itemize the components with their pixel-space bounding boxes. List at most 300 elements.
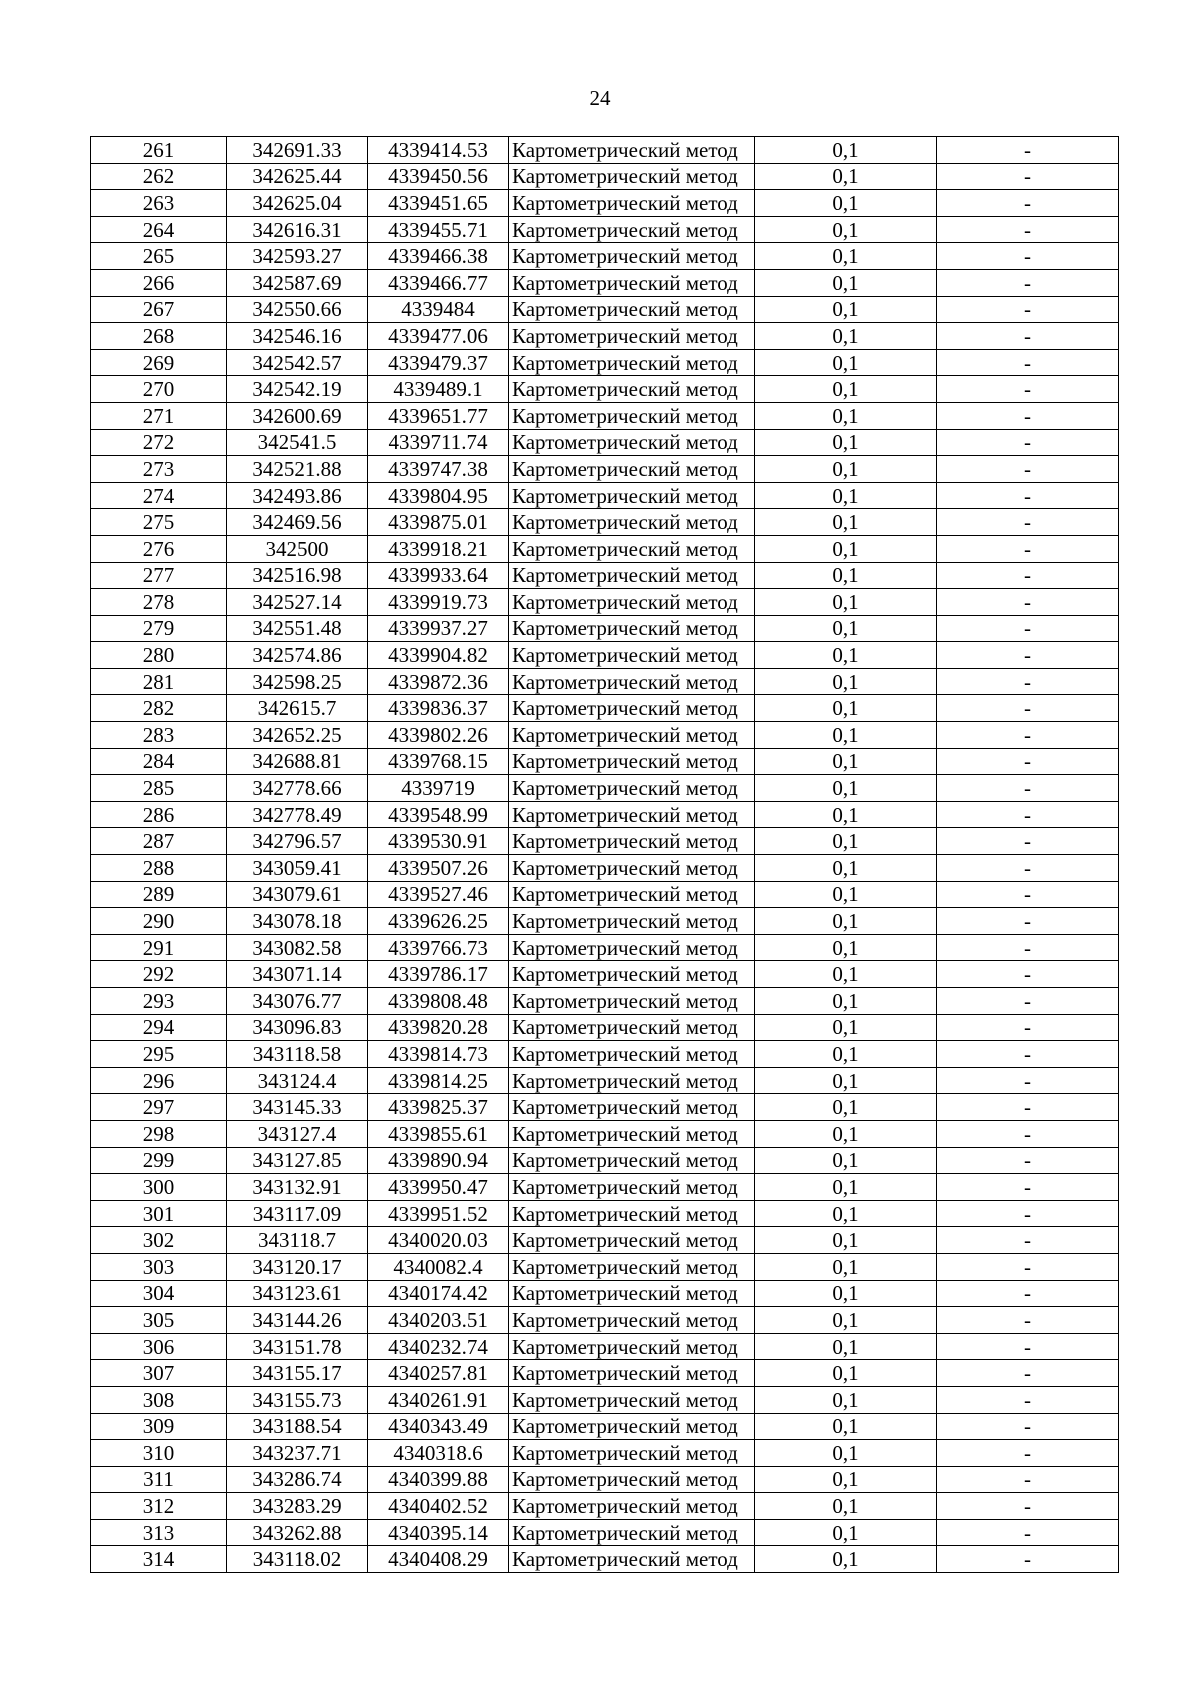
description-cell: - bbox=[937, 1413, 1119, 1440]
y-coordinate-cell: 4339507.26 bbox=[368, 855, 509, 882]
table-row bbox=[91, 323, 1119, 350]
description-cell: - bbox=[937, 1466, 1119, 1493]
method-cell: Картометрический метод bbox=[509, 722, 755, 749]
point-number-cell: 280 bbox=[91, 642, 227, 669]
accuracy-cell: 0,1 bbox=[755, 1440, 937, 1467]
table-row bbox=[91, 1120, 1119, 1147]
accuracy-cell: 0,1 bbox=[755, 1466, 937, 1493]
accuracy-cell: 0,1 bbox=[755, 1120, 937, 1147]
method-cell: Картометрический метод bbox=[509, 1386, 755, 1413]
description-cell: - bbox=[937, 1174, 1119, 1201]
accuracy-cell: 0,1 bbox=[755, 801, 937, 828]
table-row bbox=[91, 1307, 1119, 1334]
method-cell: Картометрический метод bbox=[509, 828, 755, 855]
table-row bbox=[91, 1094, 1119, 1121]
point-number-cell: 274 bbox=[91, 482, 227, 509]
y-coordinate-cell: 4339820.28 bbox=[368, 1014, 509, 1041]
point-number-cell: 300 bbox=[91, 1174, 227, 1201]
x-coordinate-cell: 342469.56 bbox=[227, 509, 368, 536]
description-cell: - bbox=[937, 216, 1119, 243]
description-cell: - bbox=[937, 163, 1119, 190]
y-coordinate-cell: 4339890.94 bbox=[368, 1147, 509, 1174]
point-number-cell: 295 bbox=[91, 1041, 227, 1068]
description-cell: - bbox=[937, 1253, 1119, 1280]
x-coordinate-cell: 342546.16 bbox=[227, 323, 368, 350]
description-cell: - bbox=[937, 137, 1119, 164]
accuracy-cell: 0,1 bbox=[755, 376, 937, 403]
x-coordinate-cell: 342600.69 bbox=[227, 402, 368, 429]
method-cell: Картометрический метод bbox=[509, 642, 755, 669]
method-cell: Картометрический метод bbox=[509, 881, 755, 908]
method-cell: Картометрический метод bbox=[509, 243, 755, 270]
accuracy-cell: 0,1 bbox=[755, 615, 937, 642]
point-number-cell: 292 bbox=[91, 961, 227, 988]
y-coordinate-cell: 4339766.73 bbox=[368, 934, 509, 961]
method-cell: Картометрический метод bbox=[509, 1440, 755, 1467]
method-cell: Картометрический метод bbox=[509, 589, 755, 616]
y-coordinate-cell: 4340318.6 bbox=[368, 1440, 509, 1467]
x-coordinate-cell: 343120.17 bbox=[227, 1253, 368, 1280]
point-number-cell: 306 bbox=[91, 1333, 227, 1360]
y-coordinate-cell: 4339527.46 bbox=[368, 881, 509, 908]
x-coordinate-cell: 343127.85 bbox=[227, 1147, 368, 1174]
accuracy-cell: 0,1 bbox=[755, 1386, 937, 1413]
table-row bbox=[91, 775, 1119, 802]
description-cell: - bbox=[937, 296, 1119, 323]
table-row bbox=[91, 1174, 1119, 1201]
y-coordinate-cell: 4339933.64 bbox=[368, 562, 509, 589]
table-row bbox=[91, 137, 1119, 164]
table-row bbox=[91, 429, 1119, 456]
method-cell: Картометрический метод bbox=[509, 376, 755, 403]
method-cell: Картометрический метод bbox=[509, 1333, 755, 1360]
table-row bbox=[91, 1413, 1119, 1440]
x-coordinate-cell: 343123.61 bbox=[227, 1280, 368, 1307]
method-cell: Картометрический метод bbox=[509, 1519, 755, 1546]
accuracy-cell: 0,1 bbox=[755, 642, 937, 669]
table-row bbox=[91, 855, 1119, 882]
description-cell: - bbox=[937, 1333, 1119, 1360]
x-coordinate-cell: 343237.71 bbox=[227, 1440, 368, 1467]
point-number-cell: 281 bbox=[91, 668, 227, 695]
table-row bbox=[91, 1360, 1119, 1387]
y-coordinate-cell: 4339836.37 bbox=[368, 695, 509, 722]
method-cell: Картометрический метод bbox=[509, 456, 755, 483]
table-row bbox=[91, 961, 1119, 988]
y-coordinate-cell: 4339451.65 bbox=[368, 190, 509, 217]
method-cell: Картометрический метод bbox=[509, 695, 755, 722]
point-number-cell: 305 bbox=[91, 1307, 227, 1334]
table-row bbox=[91, 908, 1119, 935]
point-number-cell: 271 bbox=[91, 402, 227, 429]
accuracy-cell: 0,1 bbox=[755, 296, 937, 323]
accuracy-cell: 0,1 bbox=[755, 562, 937, 589]
x-coordinate-cell: 343132.91 bbox=[227, 1174, 368, 1201]
accuracy-cell: 0,1 bbox=[755, 482, 937, 509]
description-cell: - bbox=[937, 429, 1119, 456]
accuracy-cell: 0,1 bbox=[755, 1360, 937, 1387]
x-coordinate-cell: 342615.7 bbox=[227, 695, 368, 722]
table-row bbox=[91, 1440, 1119, 1467]
x-coordinate-cell: 342550.66 bbox=[227, 296, 368, 323]
table-row bbox=[91, 1200, 1119, 1227]
accuracy-cell: 0,1 bbox=[755, 961, 937, 988]
point-number-cell: 307 bbox=[91, 1360, 227, 1387]
accuracy-cell: 0,1 bbox=[755, 1493, 937, 1520]
point-number-cell: 264 bbox=[91, 216, 227, 243]
description-cell: - bbox=[937, 642, 1119, 669]
point-number-cell: 308 bbox=[91, 1386, 227, 1413]
point-number-cell: 309 bbox=[91, 1413, 227, 1440]
x-coordinate-cell: 342541.5 bbox=[227, 429, 368, 456]
y-coordinate-cell: 4340174.42 bbox=[368, 1280, 509, 1307]
description-cell: - bbox=[937, 1014, 1119, 1041]
point-number-cell: 278 bbox=[91, 589, 227, 616]
x-coordinate-cell: 343127.4 bbox=[227, 1120, 368, 1147]
method-cell: Картометрический метод bbox=[509, 296, 755, 323]
table-row bbox=[91, 748, 1119, 775]
method-cell: Картометрический метод bbox=[509, 801, 755, 828]
table-row bbox=[91, 1014, 1119, 1041]
description-cell: - bbox=[937, 615, 1119, 642]
point-number-cell: 289 bbox=[91, 881, 227, 908]
y-coordinate-cell: 4339904.82 bbox=[368, 642, 509, 669]
accuracy-cell: 0,1 bbox=[755, 1067, 937, 1094]
accuracy-cell: 0,1 bbox=[755, 1227, 937, 1254]
accuracy-cell: 0,1 bbox=[755, 216, 937, 243]
method-cell: Картометрический метод bbox=[509, 509, 755, 536]
method-cell: Картометрический метод bbox=[509, 1360, 755, 1387]
method-cell: Картометрический метод bbox=[509, 1493, 755, 1520]
x-coordinate-cell: 342500 bbox=[227, 535, 368, 562]
method-cell: Картометрический метод bbox=[509, 1147, 755, 1174]
accuracy-cell: 0,1 bbox=[755, 1307, 937, 1334]
table-row bbox=[91, 535, 1119, 562]
x-coordinate-cell: 343262.88 bbox=[227, 1519, 368, 1546]
accuracy-cell: 0,1 bbox=[755, 855, 937, 882]
description-cell: - bbox=[937, 1041, 1119, 1068]
point-number-cell: 270 bbox=[91, 376, 227, 403]
method-cell: Картометрический метод bbox=[509, 775, 755, 802]
method-cell: Картометрический метод bbox=[509, 190, 755, 217]
accuracy-cell: 0,1 bbox=[755, 163, 937, 190]
method-cell: Картометрический метод bbox=[509, 934, 755, 961]
accuracy-cell: 0,1 bbox=[755, 695, 937, 722]
accuracy-cell: 0,1 bbox=[755, 535, 937, 562]
x-coordinate-cell: 343118.7 bbox=[227, 1227, 368, 1254]
y-coordinate-cell: 4340399.88 bbox=[368, 1466, 509, 1493]
x-coordinate-cell: 342521.88 bbox=[227, 456, 368, 483]
y-coordinate-cell: 4340395.14 bbox=[368, 1519, 509, 1546]
point-number-cell: 296 bbox=[91, 1067, 227, 1094]
x-coordinate-cell: 342778.49 bbox=[227, 801, 368, 828]
point-number-cell: 291 bbox=[91, 934, 227, 961]
y-coordinate-cell: 4339768.15 bbox=[368, 748, 509, 775]
x-coordinate-cell: 342778.66 bbox=[227, 775, 368, 802]
point-number-cell: 277 bbox=[91, 562, 227, 589]
y-coordinate-cell: 4340232.74 bbox=[368, 1333, 509, 1360]
y-coordinate-cell: 4339484 bbox=[368, 296, 509, 323]
accuracy-cell: 0,1 bbox=[755, 934, 937, 961]
description-cell: - bbox=[937, 589, 1119, 616]
accuracy-cell: 0,1 bbox=[755, 881, 937, 908]
table-row bbox=[91, 1253, 1119, 1280]
method-cell: Картометрический метод bbox=[509, 1067, 755, 1094]
table-row bbox=[91, 1333, 1119, 1360]
accuracy-cell: 0,1 bbox=[755, 1174, 937, 1201]
table-row bbox=[91, 934, 1119, 961]
accuracy-cell: 0,1 bbox=[755, 402, 937, 429]
accuracy-cell: 0,1 bbox=[755, 1333, 937, 1360]
method-cell: Картометрический метод bbox=[509, 855, 755, 882]
method-cell: Картометрический метод bbox=[509, 349, 755, 376]
point-number-cell: 268 bbox=[91, 323, 227, 350]
table-row bbox=[91, 1227, 1119, 1254]
x-coordinate-cell: 343188.54 bbox=[227, 1413, 368, 1440]
point-number-cell: 302 bbox=[91, 1227, 227, 1254]
method-cell: Картометрический метод bbox=[509, 615, 755, 642]
point-number-cell: 263 bbox=[91, 190, 227, 217]
method-cell: Картометрический метод bbox=[509, 961, 755, 988]
point-number-cell: 286 bbox=[91, 801, 227, 828]
table-row bbox=[91, 163, 1119, 190]
table-row bbox=[91, 1386, 1119, 1413]
point-number-cell: 311 bbox=[91, 1466, 227, 1493]
accuracy-cell: 0,1 bbox=[755, 988, 937, 1015]
accuracy-cell: 0,1 bbox=[755, 323, 937, 350]
table-row bbox=[91, 482, 1119, 509]
x-coordinate-cell: 343155.73 bbox=[227, 1386, 368, 1413]
y-coordinate-cell: 4339802.26 bbox=[368, 722, 509, 749]
point-number-cell: 284 bbox=[91, 748, 227, 775]
accuracy-cell: 0,1 bbox=[755, 828, 937, 855]
y-coordinate-cell: 4339804.95 bbox=[368, 482, 509, 509]
point-number-cell: 301 bbox=[91, 1200, 227, 1227]
x-coordinate-cell: 343286.74 bbox=[227, 1466, 368, 1493]
table-row bbox=[91, 589, 1119, 616]
table-row bbox=[91, 1147, 1119, 1174]
method-cell: Картометрический метод bbox=[509, 323, 755, 350]
x-coordinate-cell: 342527.14 bbox=[227, 589, 368, 616]
y-coordinate-cell: 4339548.99 bbox=[368, 801, 509, 828]
table-row bbox=[91, 243, 1119, 270]
method-cell: Картометрический метод bbox=[509, 1546, 755, 1573]
y-coordinate-cell: 4340261.91 bbox=[368, 1386, 509, 1413]
method-cell: Картометрический метод bbox=[509, 1041, 755, 1068]
description-cell: - bbox=[937, 695, 1119, 722]
accuracy-cell: 0,1 bbox=[755, 429, 937, 456]
description-cell: - bbox=[937, 722, 1119, 749]
description-cell: - bbox=[937, 961, 1119, 988]
y-coordinate-cell: 4339711.74 bbox=[368, 429, 509, 456]
y-coordinate-cell: 4339477.06 bbox=[368, 323, 509, 350]
description-cell: - bbox=[937, 828, 1119, 855]
point-number-cell: 304 bbox=[91, 1280, 227, 1307]
x-coordinate-cell: 343151.78 bbox=[227, 1333, 368, 1360]
description-cell: - bbox=[937, 1147, 1119, 1174]
x-coordinate-cell: 343059.41 bbox=[227, 855, 368, 882]
y-coordinate-cell: 4340408.29 bbox=[368, 1546, 509, 1573]
accuracy-cell: 0,1 bbox=[755, 722, 937, 749]
method-cell: Картометрический метод bbox=[509, 1227, 755, 1254]
table-row bbox=[91, 376, 1119, 403]
method-cell: Картометрический метод bbox=[509, 216, 755, 243]
description-cell: - bbox=[937, 349, 1119, 376]
table-row bbox=[91, 828, 1119, 855]
point-number-cell: 294 bbox=[91, 1014, 227, 1041]
y-coordinate-cell: 4339489.1 bbox=[368, 376, 509, 403]
point-number-cell: 283 bbox=[91, 722, 227, 749]
point-number-cell: 276 bbox=[91, 535, 227, 562]
x-coordinate-cell: 342551.48 bbox=[227, 615, 368, 642]
accuracy-cell: 0,1 bbox=[755, 1200, 937, 1227]
table-row bbox=[91, 509, 1119, 536]
description-cell: - bbox=[937, 1200, 1119, 1227]
table-row bbox=[91, 988, 1119, 1015]
x-coordinate-cell: 343079.61 bbox=[227, 881, 368, 908]
description-cell: - bbox=[937, 1386, 1119, 1413]
description-cell: - bbox=[937, 855, 1119, 882]
method-cell: Картометрический метод bbox=[509, 1200, 755, 1227]
accuracy-cell: 0,1 bbox=[755, 509, 937, 536]
y-coordinate-cell: 4339872.36 bbox=[368, 668, 509, 695]
table-row bbox=[91, 695, 1119, 722]
y-coordinate-cell: 4339918.21 bbox=[368, 535, 509, 562]
x-coordinate-cell: 342688.81 bbox=[227, 748, 368, 775]
table-row bbox=[91, 216, 1119, 243]
y-coordinate-cell: 4339530.91 bbox=[368, 828, 509, 855]
coordinates-table bbox=[90, 136, 1119, 1573]
accuracy-cell: 0,1 bbox=[755, 1546, 937, 1573]
x-coordinate-cell: 342516.98 bbox=[227, 562, 368, 589]
y-coordinate-cell: 4339651.77 bbox=[368, 402, 509, 429]
description-cell: - bbox=[937, 1280, 1119, 1307]
point-number-cell: 290 bbox=[91, 908, 227, 935]
table-row bbox=[91, 722, 1119, 749]
description-cell: - bbox=[937, 1094, 1119, 1121]
x-coordinate-cell: 343118.58 bbox=[227, 1041, 368, 1068]
y-coordinate-cell: 4339919.73 bbox=[368, 589, 509, 616]
y-coordinate-cell: 4339825.37 bbox=[368, 1094, 509, 1121]
x-coordinate-cell: 342691.33 bbox=[227, 137, 368, 164]
y-coordinate-cell: 4339937.27 bbox=[368, 615, 509, 642]
method-cell: Картометрический метод bbox=[509, 1253, 755, 1280]
point-number-cell: 282 bbox=[91, 695, 227, 722]
accuracy-cell: 0,1 bbox=[755, 589, 937, 616]
table-row bbox=[91, 1067, 1119, 1094]
description-cell: - bbox=[937, 190, 1119, 217]
table-row bbox=[91, 562, 1119, 589]
method-cell: Картометрический метод bbox=[509, 668, 755, 695]
description-cell: - bbox=[937, 509, 1119, 536]
table-row bbox=[91, 456, 1119, 483]
x-coordinate-cell: 342593.27 bbox=[227, 243, 368, 270]
accuracy-cell: 0,1 bbox=[755, 190, 937, 217]
description-cell: - bbox=[937, 1493, 1119, 1520]
description-cell: - bbox=[937, 775, 1119, 802]
x-coordinate-cell: 343283.29 bbox=[227, 1493, 368, 1520]
accuracy-cell: 0,1 bbox=[755, 269, 937, 296]
accuracy-cell: 0,1 bbox=[755, 243, 937, 270]
point-number-cell: 285 bbox=[91, 775, 227, 802]
table-row bbox=[91, 190, 1119, 217]
table-row bbox=[91, 801, 1119, 828]
x-coordinate-cell: 342625.04 bbox=[227, 190, 368, 217]
table-row bbox=[91, 1519, 1119, 1546]
point-number-cell: 298 bbox=[91, 1120, 227, 1147]
method-cell: Картометрический метод bbox=[509, 163, 755, 190]
y-coordinate-cell: 4339466.77 bbox=[368, 269, 509, 296]
point-number-cell: 275 bbox=[91, 509, 227, 536]
description-cell: - bbox=[937, 748, 1119, 775]
description-cell: - bbox=[937, 269, 1119, 296]
table-row bbox=[91, 668, 1119, 695]
method-cell: Картометрический метод bbox=[509, 908, 755, 935]
method-cell: Картометрический метод bbox=[509, 402, 755, 429]
description-cell: - bbox=[937, 1067, 1119, 1094]
point-number-cell: 261 bbox=[91, 137, 227, 164]
description-cell: - bbox=[937, 376, 1119, 403]
y-coordinate-cell: 4339450.56 bbox=[368, 163, 509, 190]
point-number-cell: 279 bbox=[91, 615, 227, 642]
description-cell: - bbox=[937, 562, 1119, 589]
y-coordinate-cell: 4339814.25 bbox=[368, 1067, 509, 1094]
method-cell: Картометрический метод bbox=[509, 988, 755, 1015]
method-cell: Картометрический метод bbox=[509, 748, 755, 775]
y-coordinate-cell: 4339855.61 bbox=[368, 1120, 509, 1147]
x-coordinate-cell: 342542.57 bbox=[227, 349, 368, 376]
x-coordinate-cell: 343124.4 bbox=[227, 1067, 368, 1094]
x-coordinate-cell: 342598.25 bbox=[227, 668, 368, 695]
y-coordinate-cell: 4339814.73 bbox=[368, 1041, 509, 1068]
point-number-cell: 269 bbox=[91, 349, 227, 376]
table-row bbox=[91, 296, 1119, 323]
accuracy-cell: 0,1 bbox=[755, 1519, 937, 1546]
table-row bbox=[91, 1041, 1119, 1068]
method-cell: Картометрический метод bbox=[509, 1413, 755, 1440]
point-number-cell: 293 bbox=[91, 988, 227, 1015]
description-cell: - bbox=[937, 988, 1119, 1015]
method-cell: Картометрический метод bbox=[509, 1466, 755, 1493]
y-coordinate-cell: 4339479.37 bbox=[368, 349, 509, 376]
x-coordinate-cell: 342616.31 bbox=[227, 216, 368, 243]
method-cell: Картометрический метод bbox=[509, 1120, 755, 1147]
accuracy-cell: 0,1 bbox=[755, 349, 937, 376]
x-coordinate-cell: 342493.86 bbox=[227, 482, 368, 509]
x-coordinate-cell: 342542.19 bbox=[227, 376, 368, 403]
method-cell: Картометрический метод bbox=[509, 1174, 755, 1201]
y-coordinate-cell: 4339414.53 bbox=[368, 137, 509, 164]
point-number-cell: 267 bbox=[91, 296, 227, 323]
x-coordinate-cell: 343144.26 bbox=[227, 1307, 368, 1334]
table-row bbox=[91, 269, 1119, 296]
description-cell: - bbox=[937, 535, 1119, 562]
accuracy-cell: 0,1 bbox=[755, 1094, 937, 1121]
x-coordinate-cell: 343155.17 bbox=[227, 1360, 368, 1387]
description-cell: - bbox=[937, 1227, 1119, 1254]
point-number-cell: 272 bbox=[91, 429, 227, 456]
point-number-cell: 297 bbox=[91, 1094, 227, 1121]
table-row bbox=[91, 1546, 1119, 1573]
accuracy-cell: 0,1 bbox=[755, 1041, 937, 1068]
point-number-cell: 266 bbox=[91, 269, 227, 296]
method-cell: Картометрический метод bbox=[509, 1014, 755, 1041]
description-cell: - bbox=[937, 668, 1119, 695]
y-coordinate-cell: 4339875.01 bbox=[368, 509, 509, 536]
x-coordinate-cell: 343096.83 bbox=[227, 1014, 368, 1041]
y-coordinate-cell: 4339466.38 bbox=[368, 243, 509, 270]
page-number: 24 bbox=[589, 86, 611, 110]
